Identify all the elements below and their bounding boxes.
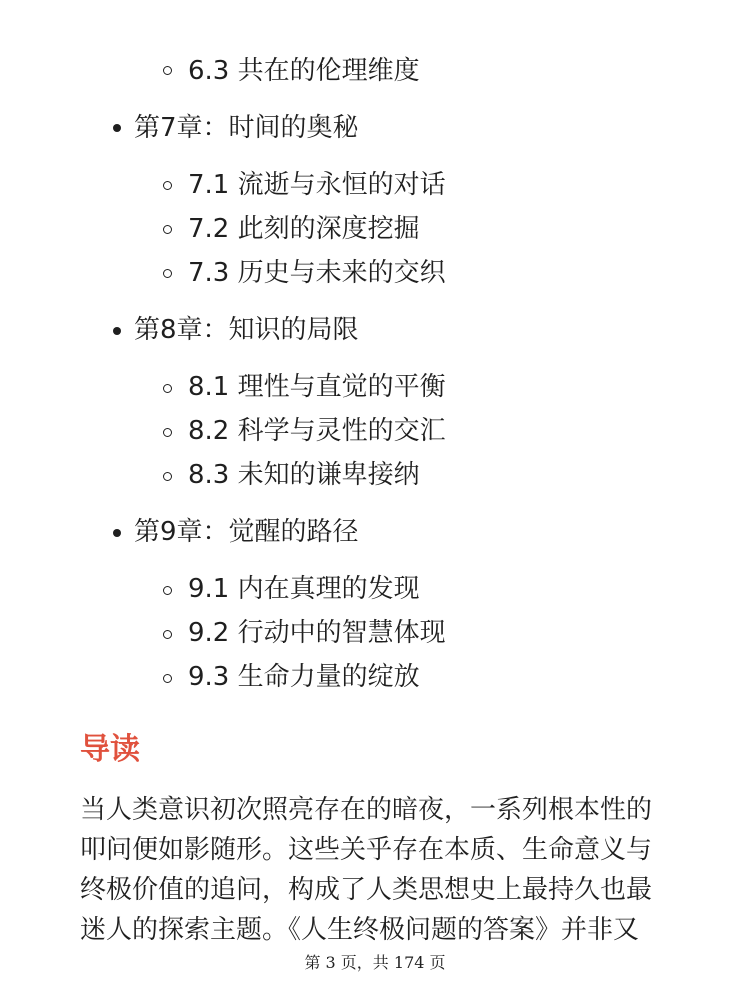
circle-bullet-icon — [163, 472, 172, 481]
circle-bullet-icon — [163, 384, 172, 393]
toc-section-item: 9.2 行动中的智慧体现 — [188, 618, 446, 648]
toc-section-item: 8.2 科学与灵性的交汇 — [188, 416, 446, 446]
toc-section-item: 9.1 内在真理的发现 — [188, 574, 420, 604]
disc-bullet-icon — [113, 529, 121, 537]
paragraph-line: 当人类意识初次照亮存在的暗夜，一系列根本性的 — [80, 795, 653, 825]
toc-chapter-item: 第9章：觉醒的路径 — [134, 517, 359, 547]
circle-bullet-icon — [163, 269, 172, 278]
circle-bullet-icon — [163, 66, 172, 75]
toc-section-item: 8.1 理性与直觉的平衡 — [188, 372, 446, 402]
paragraph-line: 终极价值的追问，构成了人类思想史上最持久也最 — [80, 875, 653, 905]
toc-chapter-item: 第7章：时间的奥秘 — [134, 113, 359, 143]
circle-bullet-icon — [163, 225, 172, 234]
intro-paragraph — [80, 790, 680, 950]
toc-section-item: 7.1 流逝与永恒的对话 — [188, 170, 446, 200]
toc-section-item: 7.2 此刻的深度挖掘 — [188, 214, 420, 244]
intro-heading: 导读 — [80, 732, 140, 767]
circle-bullet-icon — [163, 586, 172, 595]
circle-bullet-icon — [163, 181, 172, 190]
circle-bullet-icon — [163, 630, 172, 639]
paragraph-line: 迷人的探索主题。《人生终极问题的答案》并非又 — [80, 915, 640, 945]
toc-section-item: 9.3 生命力量的绽放 — [188, 662, 420, 692]
paragraph-line: 叩问便如影随形。这些关乎存在本质、生命意义与 — [80, 835, 653, 865]
disc-bullet-icon — [113, 124, 121, 132]
toc-section-item: 7.3 历史与未来的交织 — [188, 258, 446, 288]
toc-section-item: 6.3 共在的伦理维度 — [188, 56, 420, 86]
toc-section-item: 8.3 未知的谦卑接纳 — [188, 460, 420, 490]
disc-bullet-icon — [113, 327, 121, 335]
toc-chapter-item: 第8章：知识的局限 — [134, 315, 359, 345]
circle-bullet-icon — [163, 428, 172, 437]
page-number-footer: 第 3 页，共 174 页 — [304, 953, 446, 972]
circle-bullet-icon — [163, 674, 172, 683]
